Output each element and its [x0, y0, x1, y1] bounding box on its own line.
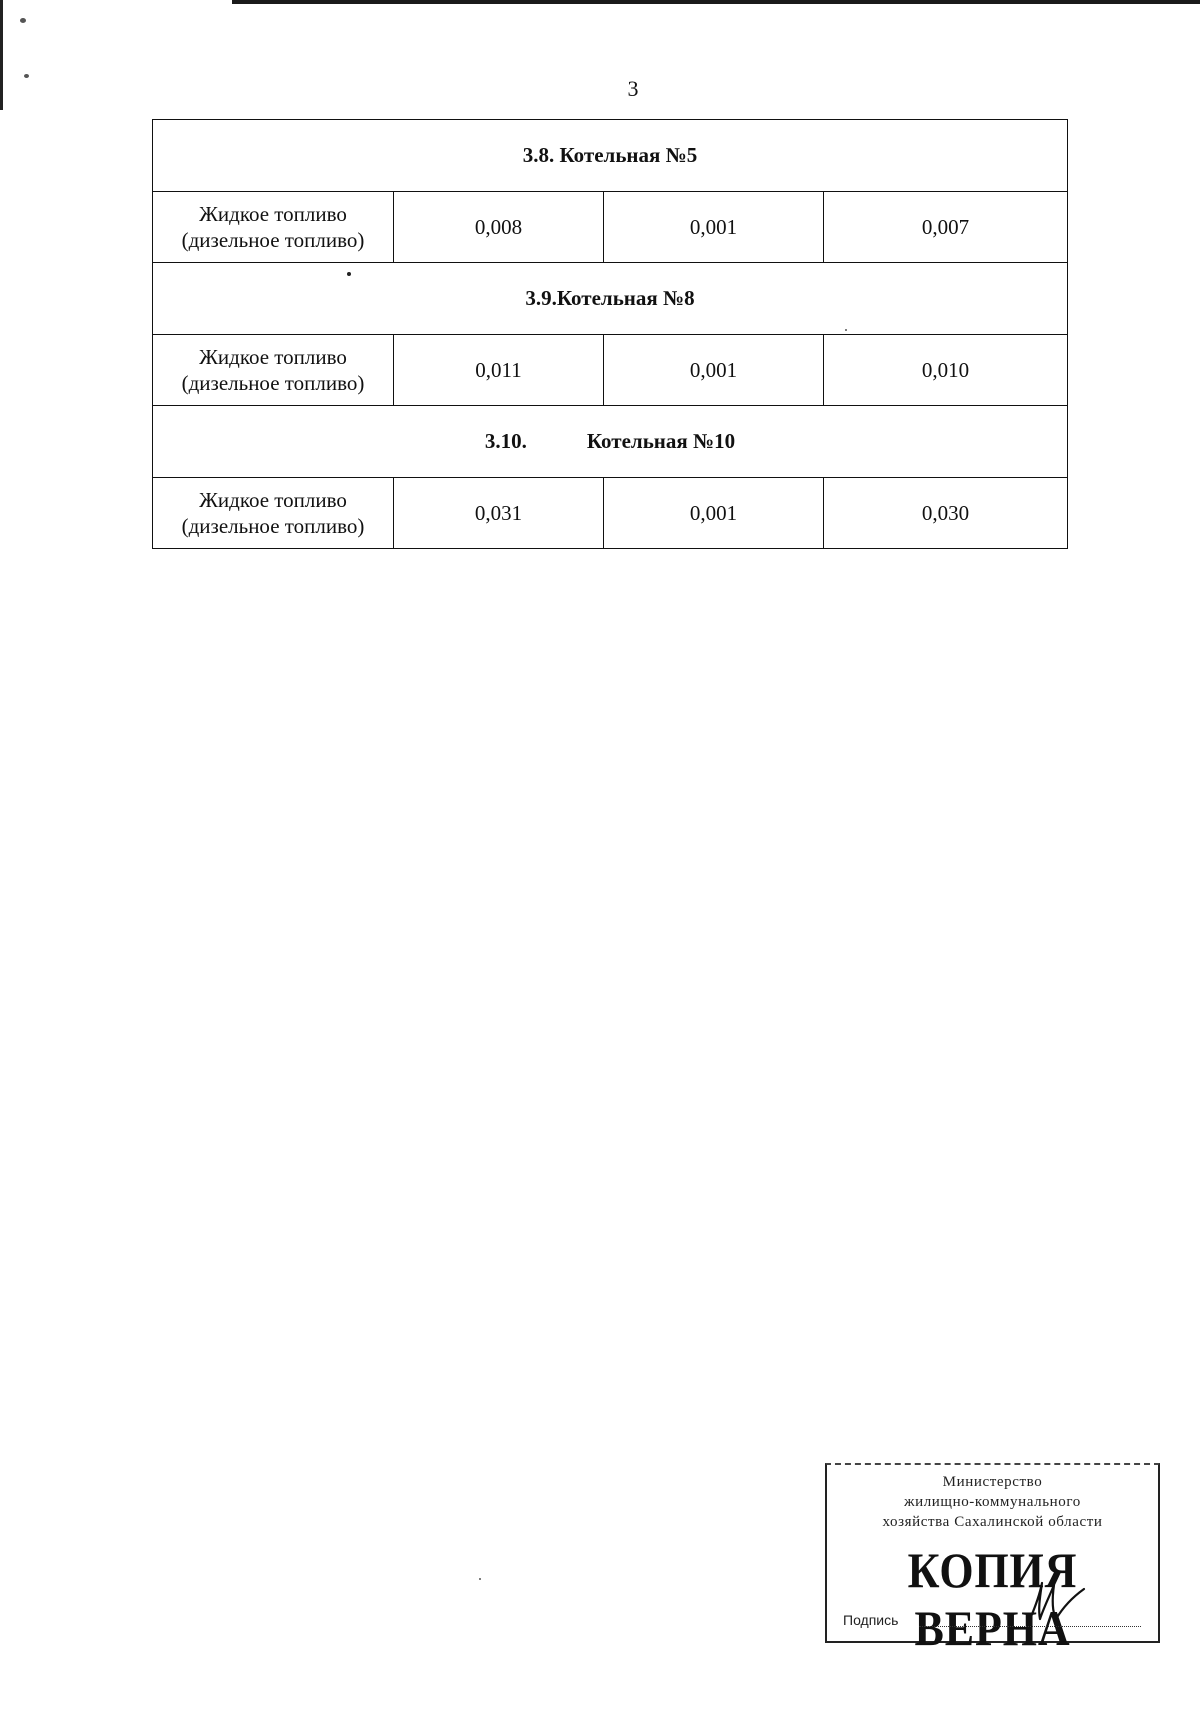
stamp-ministry-line: хозяйства Сахалинской области	[882, 1514, 1103, 1530]
fuel-type-cell	[153, 192, 394, 263]
table-row	[153, 478, 1068, 549]
value-cell: 0,001	[604, 478, 824, 549]
section-header-row	[153, 406, 1068, 478]
handwritten-signature	[1022, 1575, 1092, 1625]
table-row	[153, 192, 1068, 263]
table-row	[153, 335, 1068, 406]
stamp-ministry-line: жилищно-коммунального	[904, 1494, 1081, 1510]
section-number: 3.8.	[522, 143, 555, 167]
section-number: 3.9.	[525, 286, 557, 310]
value-cell: 0,001	[604, 192, 824, 263]
stamp-certified-copy-text: КОПИЯ ВЕРНА	[907, 1542, 1078, 1656]
fuel-type-line2: (дизельное топливо)	[181, 514, 365, 538]
certified-copy-stamp	[825, 1463, 1160, 1656]
section-title	[153, 406, 1068, 478]
scan-speck	[20, 18, 26, 23]
section-name: Котельная №10	[586, 429, 736, 453]
value-cell: 0,001	[604, 335, 824, 406]
section-header-row	[153, 120, 1068, 192]
page-number: 3	[627, 76, 639, 101]
fuel-type-line1: Жидкое топливо	[199, 202, 347, 226]
value-cell: 0,011	[394, 335, 604, 406]
value-cell: 0,030	[824, 478, 1068, 549]
section-title	[153, 120, 1068, 192]
section-name: Котельная №8	[556, 286, 695, 310]
value-cell: 0,031	[394, 478, 604, 549]
section-title	[153, 263, 1068, 335]
section-name: Котельная №5	[559, 143, 698, 167]
value-cell: 0,010	[824, 335, 1068, 406]
stamp-signature-label: Подпись	[843, 1612, 899, 1628]
scan-page-edge-top	[232, 0, 1200, 4]
value-cell: 0,008	[394, 192, 604, 263]
fuel-type-line2: (дизельное топливо)	[181, 228, 365, 252]
fuel-consumption-table	[152, 119, 1068, 549]
section-header-row	[153, 263, 1068, 335]
scan-speck	[479, 1578, 481, 1580]
stamp-signature-line	[919, 1626, 1141, 1627]
fuel-type-cell	[153, 478, 394, 549]
section-number: 3.10.	[484, 429, 527, 453]
value-cell: 0,007	[824, 192, 1068, 263]
stamp-ministry-line: Министерство	[942, 1474, 1043, 1490]
fuel-type-line2: (дизельное топливо)	[181, 371, 365, 395]
fuel-type-cell	[153, 335, 394, 406]
fuel-type-line1: Жидкое топливо	[199, 345, 347, 369]
fuel-type-line1: Жидкое топливо	[199, 488, 347, 512]
